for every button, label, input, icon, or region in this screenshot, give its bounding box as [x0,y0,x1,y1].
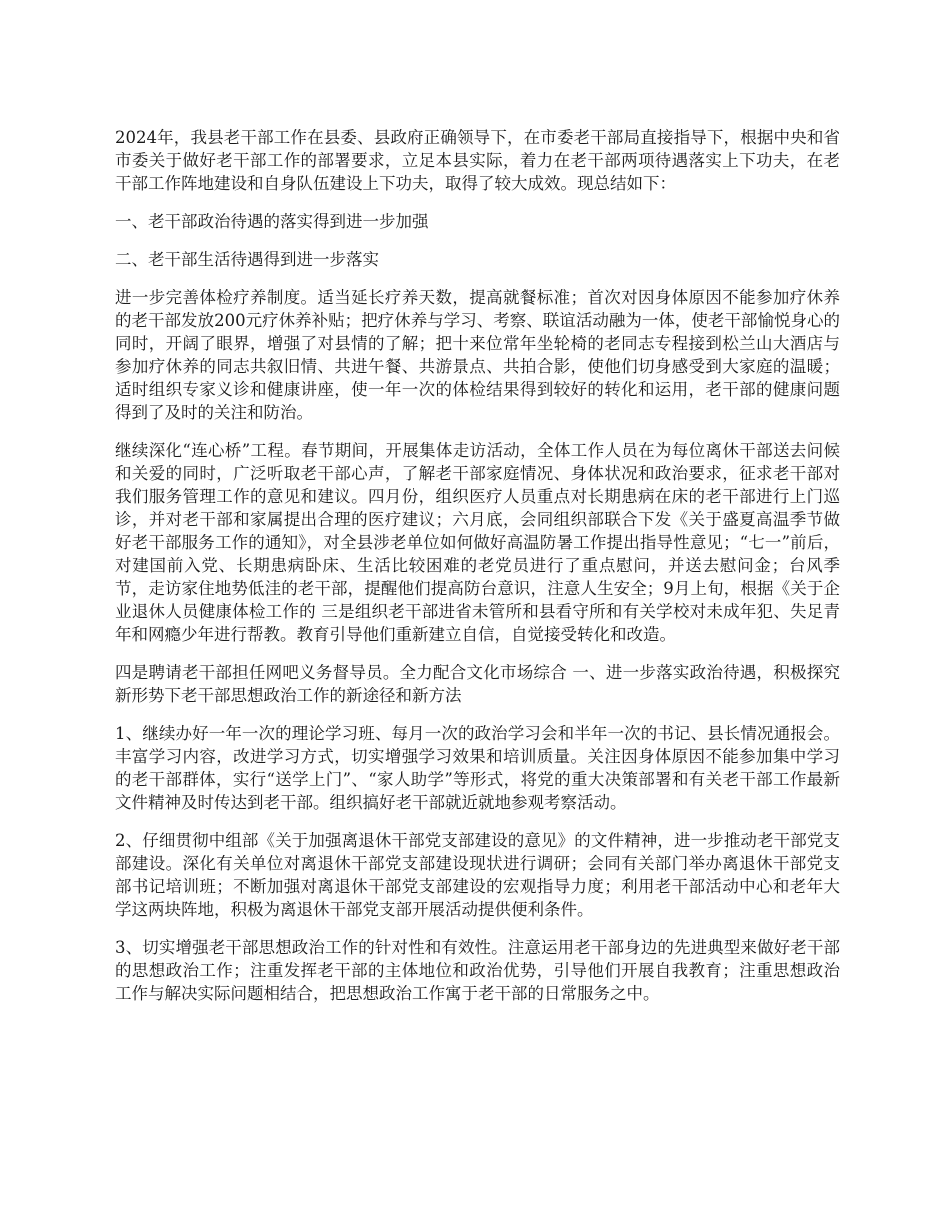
intro-paragraph: 2024年，我县老干部工作在县委、县政府正确领导下，在市委老干部局直接指导下，根据中央和省市委关于做好老干部工作的部署要求，立足本县实际，着力在老干部两项待遇落实上下功夫，在老干部工作阵地建设和自身队伍建设上下功夫，取得了较大成效。现总结如下： [115,128,840,193]
paragraph-internet-cafe-supervisor: 四是聘请老干部担任网吧义务督导员。全力配合文化市场综合 一、进一步落实政治待遇，积极探究新形势下老干部思想政治工作的新途径和新方法 [115,663,840,705]
document-body [115,126,840,1020]
section-heading-political: 一、老干部政治待遇的落实得到进一步加强 [115,212,429,231]
paragraph-checkup-recuperation: 进一步完善体检疗养制度。适当延长疗养天数，提高就餐标准；首次对因身体原因不能参加疗休养的老干部发放200元疗休养补贴；把疗休养与学习、考察、联谊活动融为一体，使老干部愉悦身心的同时，开阔了眼界，增强了对县情的了解；把十来位常年坐轮椅的老同志专程接到松兰山大酒店与参加疗休养的同志共叙旧情、共进午餐、共游景点、共拍合影，使他们切身感受到大家庭的温暖；适时组织专家义诊和健康讲座，使一年一次的体检结果得到较好的转化和运用，老干部的健康问题得到了及时的关注和防治。 [115,288,840,422]
paragraph-heart-bridge: 继续深化“连心桥”工程。春节期间，开展集体走访活动，全体工作人员在为每位离休干部送去问候和关爱的同时，广泛听取老干部心声，了解老干部家庭情况、身体状况和政治要求，征求老干部对我们服务管理工作的意见和建议。四月份，组织医疗人员重点对长期患病在床的老干部进行上门巡诊，并对老干部和家属提出合理的医疗建议；六月底，会同组织部联合下发《关于盛夏高温季节做好老干部服务工作的通知》，对全县涉老单位如何做好高温防暑工作提出指导性意见；“七一”前后，对建国前入党、长期患病卧床、生活比较困难的老党员进行了重点慰问，并送去慰问金；台风季节，走访家住地势低洼的老干部，提醒他们提高防台意识，注意人生安全；9月上旬，根据《关于企业退休人员健康体检工作的 三是组织老干部进省未管所和县看守所和有关学校对未成年犯、失足青年和网瘾少年进行帮教。教育引导他们重新建立自信，自觉接受转化和改造。 [115,441,840,644]
paragraph-item-1: 1、继续办好一年一次的理论学习班、每月一次的政治学习会和半年一次的书记、县长情况通报会。丰富学习内容，改进学习方式，切实增强学习效果和培训质量。关注因身体原因不能参加集中学习的老干部群体，实行“送学上门”、“家人助学”等形式，将党的重大决策部署和有关老干部工作最新文件精神及时传达到老干部。组织搞好老干部就近就地参观考察活动。 [115,724,840,812]
section-heading-living: 二、老干部生活待遇得到进一步落实 [115,250,379,269]
paragraph-item-2: 2、仔细贯彻中组部《关于加强离退休干部党支部建设的意见》的文件精神，进一步推动老干部党支部建设。深化有关单位对离退休干部党支部建设现状进行调研；会同有关部门举办离退休干部党支部书记培训班；不断加强对离退休干部党支部建设的宏观指导力度；利用老干部活动中心和老年大学这两块阵地，积极为离退休干部党支部开展活动提供便利条件。 [115,831,840,919]
paragraph-item-3: 3、切实增强老干部思想政治工作的针对性和有效性。注意运用老干部身边的先进典型来做好老干部的思想政治工作；注重发挥老干部的主体地位和政治优势，引导他们开展自我教育；注重思想政治工作与解决实际问题相结合，把思想政治工作寓于老干部的日常服务之中。 [115,938,840,1003]
